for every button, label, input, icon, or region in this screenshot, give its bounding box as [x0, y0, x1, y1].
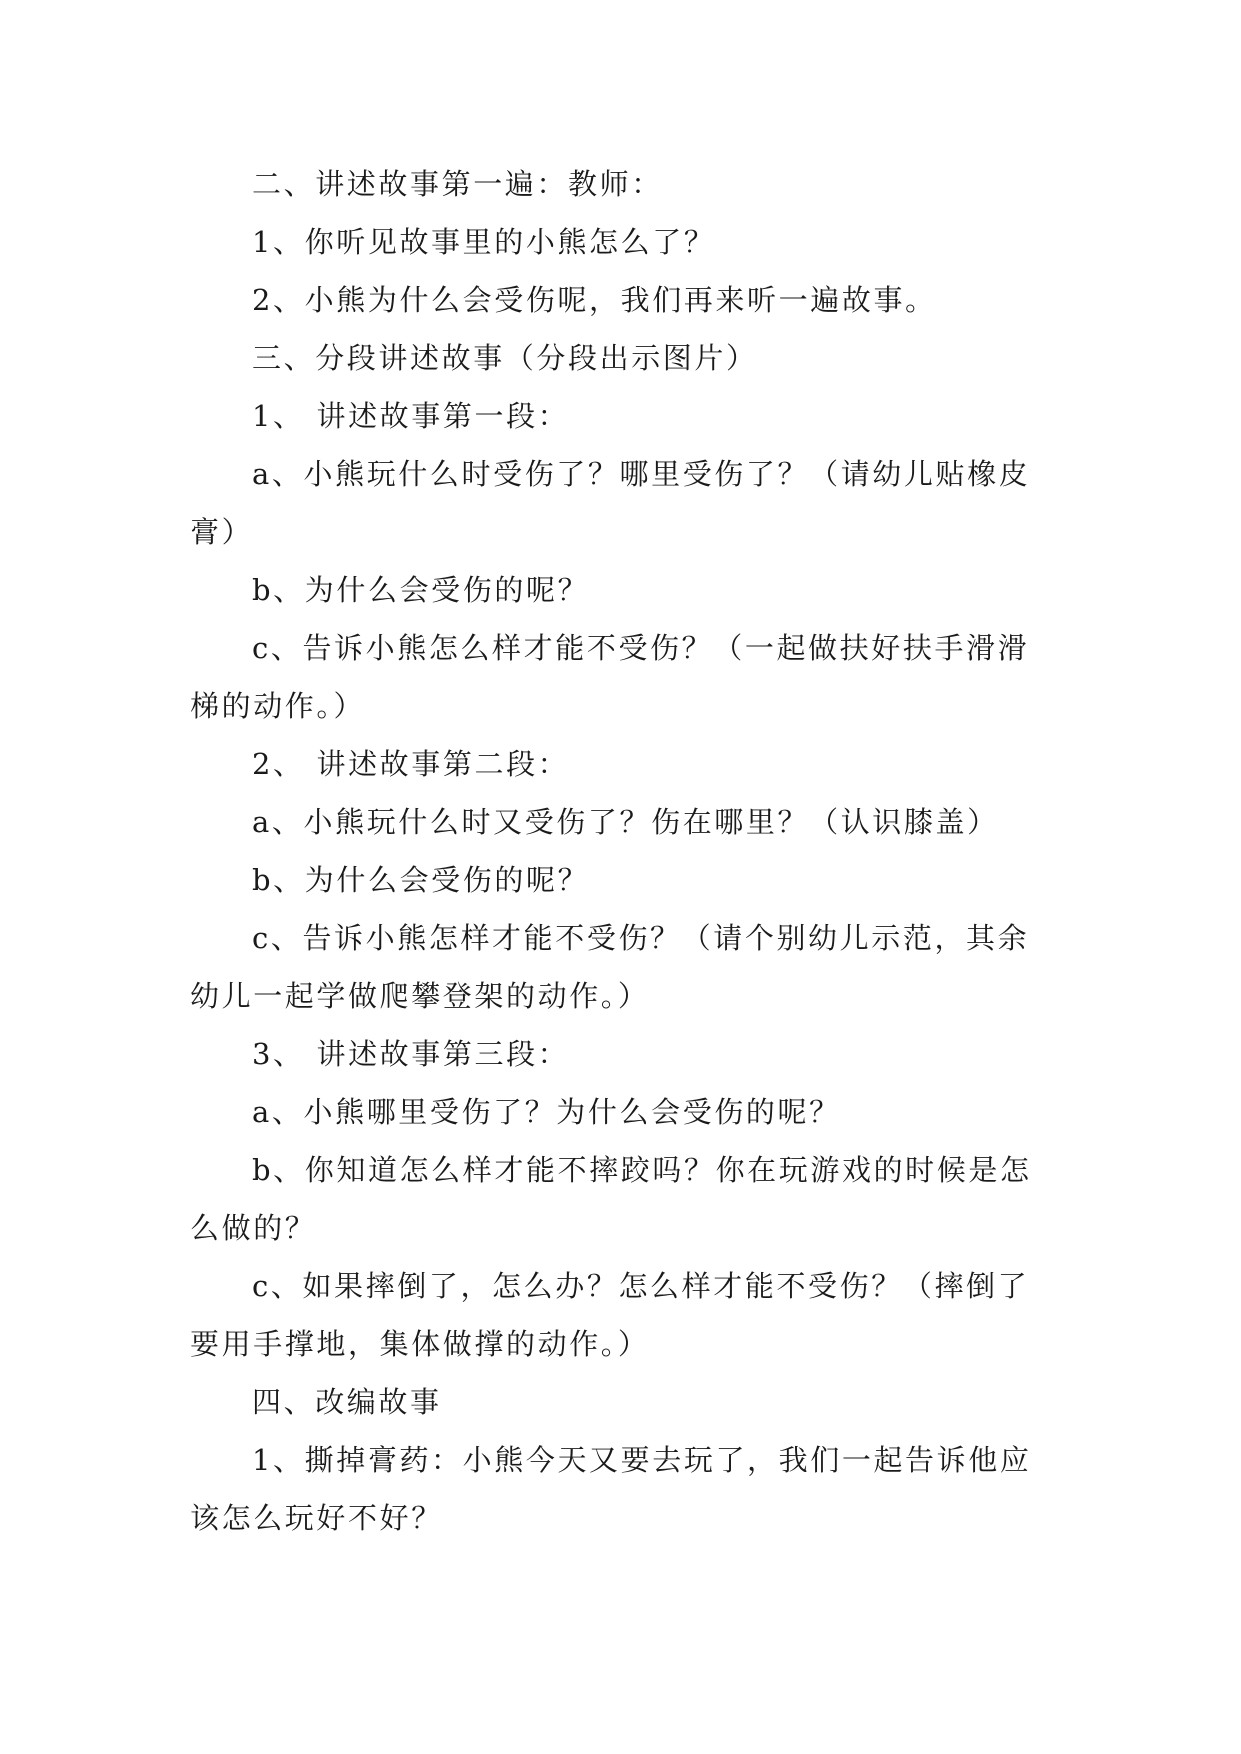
segment-2-heading: 2、 讲述故事第二段：	[252, 747, 570, 781]
document-page	[190, 155, 1050, 1547]
segment-3-item-b: b、你知道怎么样才能不摔跤吗？你在玩游戏的时候是怎么做的？	[190, 1153, 1032, 1245]
segment-1-item-c: c、告诉小熊怎么样才能不受伤？（一起做扶好扶手滑滑梯的动作。）	[190, 631, 1030, 723]
rewrite-item-1: 1、撕掉膏药：小熊今天又要去玩了，我们一起告诉他应该怎么玩好不好？	[190, 1443, 1032, 1535]
segment-1-item-b: b、为什么会受伤的呢？	[252, 573, 590, 607]
segment-3-heading: 3、 讲述故事第三段：	[252, 1037, 570, 1071]
section-heading-4: 四、改编故事	[252, 1385, 442, 1419]
question-1: 1、你听见故事里的小熊怎么了？	[252, 225, 716, 259]
section-heading-3: 三、分段讲述故事（分段出示图片）	[252, 341, 758, 375]
segment-2-item-b: b、为什么会受伤的呢？	[252, 863, 590, 897]
question-2: 2、小熊为什么会受伤呢，我们再来听一遍故事。	[252, 283, 937, 317]
segment-1-heading: 1、 讲述故事第一段：	[252, 399, 570, 433]
segment-3-item-c: c、如果摔倒了，怎么办？怎么样才能不受伤？（摔倒了要用手撑地，集体做撑的动作。）	[190, 1269, 1030, 1361]
segment-3-item-a: a、小熊哪里受伤了？为什么会受伤的呢？	[252, 1095, 841, 1129]
segment-2-item-a: a、小熊玩什么时又受伤了？伤在哪里？（认识膝盖）	[252, 805, 999, 839]
section-heading-2: 二、讲述故事第一遍：教师：	[252, 167, 663, 201]
segment-2-item-c: c、告诉小熊怎样才能不受伤？（请个别幼儿示范，其余幼儿一起学做爬攀登架的动作。）	[190, 921, 1030, 1013]
segment-1-item-a: a、小熊玩什么时受伤了？哪里受伤了？（请幼儿贴橡皮膏）	[190, 457, 1031, 549]
